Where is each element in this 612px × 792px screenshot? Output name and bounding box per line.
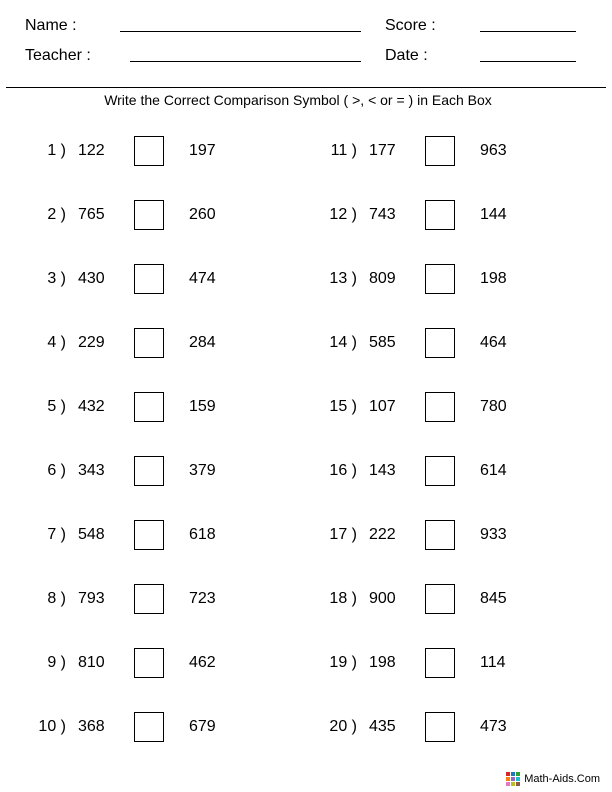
answer-box[interactable] [134, 648, 164, 678]
math-aids-logo-icon [506, 772, 520, 786]
logo-square [516, 782, 520, 786]
answer-box[interactable] [134, 200, 164, 230]
right-number: 462 [189, 654, 216, 671]
problem-number: 8 ) [47, 590, 66, 607]
right-number: 723 [189, 590, 216, 607]
answer-box[interactable] [425, 648, 455, 678]
logo-square [511, 772, 515, 776]
right-number: 473 [480, 718, 507, 735]
logo-square [516, 777, 520, 781]
brand-text: Math-Aids.Com [524, 773, 600, 785]
right-number: 260 [189, 206, 216, 223]
left-number: 229 [78, 334, 105, 351]
answer-box[interactable] [134, 392, 164, 422]
problem-number: 15 ) [329, 398, 357, 415]
problem [0, 200, 230, 230]
right-number: 614 [480, 462, 507, 479]
problem-number: 11 ) [330, 142, 357, 159]
problem-number: 12 ) [329, 206, 357, 223]
problem-number: 14 ) [329, 334, 357, 351]
left-number: 765 [78, 206, 105, 223]
left-number: 177 [369, 142, 396, 159]
header-divider [6, 87, 606, 88]
date-field[interactable] [480, 61, 576, 62]
logo-square [516, 772, 520, 776]
right-number: 933 [480, 526, 507, 543]
logo-square [511, 782, 515, 786]
teacher-label: Teacher : [25, 47, 91, 64]
problem [0, 520, 230, 550]
problem [291, 136, 521, 166]
left-number: 900 [369, 590, 396, 607]
left-number: 222 [369, 526, 396, 543]
right-number: 464 [480, 334, 507, 351]
logo-square [511, 777, 515, 781]
answer-box[interactable] [134, 520, 164, 550]
left-number: 810 [78, 654, 105, 671]
problem [291, 264, 521, 294]
logo-square [506, 772, 510, 776]
problem [291, 584, 521, 614]
name-field[interactable] [120, 31, 361, 32]
left-number: 432 [78, 398, 105, 415]
problem [0, 136, 230, 166]
logo-square [506, 777, 510, 781]
right-number: 159 [189, 398, 216, 415]
answer-box[interactable] [134, 328, 164, 358]
answer-box[interactable] [425, 520, 455, 550]
right-number: 618 [189, 526, 216, 543]
problem-number: 16 ) [329, 462, 357, 479]
right-number: 114 [480, 654, 506, 671]
problem-number: 7 ) [47, 526, 66, 543]
left-number: 430 [78, 270, 105, 287]
problem [0, 456, 230, 486]
name-label: Name : [25, 17, 77, 34]
right-number: 144 [480, 206, 507, 223]
problem [0, 584, 230, 614]
answer-box[interactable] [425, 392, 455, 422]
score-field[interactable] [480, 31, 576, 32]
left-number: 343 [78, 462, 105, 479]
problem [0, 648, 230, 678]
answer-box[interactable] [134, 584, 164, 614]
right-number: 679 [189, 718, 216, 735]
problem-number: 19 ) [329, 654, 357, 671]
answer-box[interactable] [134, 456, 164, 486]
right-number: 379 [189, 462, 216, 479]
problem [291, 200, 521, 230]
answer-box[interactable] [425, 584, 455, 614]
answer-box[interactable] [425, 712, 455, 742]
left-number: 548 [78, 526, 105, 543]
right-number: 474 [189, 270, 216, 287]
left-number: 122 [78, 142, 105, 159]
problem-number: 4 ) [47, 334, 66, 351]
instructions: Write the Correct Comparison Symbol ( >, < or = ) in Each Box [104, 92, 492, 108]
teacher-field[interactable] [130, 61, 361, 62]
problem-number: 20 ) [329, 718, 357, 735]
right-number: 963 [480, 142, 507, 159]
footer-brand[interactable] [506, 772, 600, 786]
problem-number: 17 ) [329, 526, 357, 543]
answer-box[interactable] [425, 456, 455, 486]
problem [0, 264, 230, 294]
left-number: 368 [78, 718, 105, 735]
left-number: 585 [369, 334, 396, 351]
problem [291, 648, 521, 678]
logo-square [506, 782, 510, 786]
right-number: 284 [189, 334, 216, 351]
problem [291, 392, 521, 422]
left-number: 743 [369, 206, 396, 223]
problem [0, 712, 230, 742]
left-number: 198 [369, 654, 396, 671]
answer-box[interactable] [425, 136, 455, 166]
problem-number: 2 ) [47, 206, 66, 223]
problem [291, 456, 521, 486]
right-number: 845 [480, 590, 507, 607]
left-number: 793 [78, 590, 105, 607]
problem-number: 3 ) [47, 270, 66, 287]
answer-box[interactable] [134, 136, 164, 166]
right-number: 198 [480, 270, 507, 287]
left-number: 143 [369, 462, 396, 479]
answer-box[interactable] [134, 264, 164, 294]
problem [0, 328, 230, 358]
answer-box[interactable] [425, 328, 455, 358]
problem [0, 392, 230, 422]
right-number: 780 [480, 398, 507, 415]
problem-number: 13 ) [329, 270, 357, 287]
problem-number: 6 ) [47, 462, 66, 479]
left-number: 809 [369, 270, 396, 287]
problem [291, 520, 521, 550]
answer-box[interactable] [425, 264, 455, 294]
right-number: 197 [189, 142, 216, 159]
problem-number: 10 ) [38, 718, 66, 735]
answer-box[interactable] [134, 712, 164, 742]
problem [291, 712, 521, 742]
problem-number: 9 ) [47, 654, 66, 671]
problem-number: 18 ) [329, 590, 357, 607]
problem-number: 1 ) [47, 142, 66, 159]
problem-number: 5 ) [47, 398, 66, 415]
answer-box[interactable] [425, 200, 455, 230]
left-number: 107 [369, 398, 396, 415]
left-number: 435 [369, 718, 396, 735]
date-label: Date : [385, 47, 428, 64]
problem [291, 328, 521, 358]
score-label: Score : [385, 17, 436, 34]
